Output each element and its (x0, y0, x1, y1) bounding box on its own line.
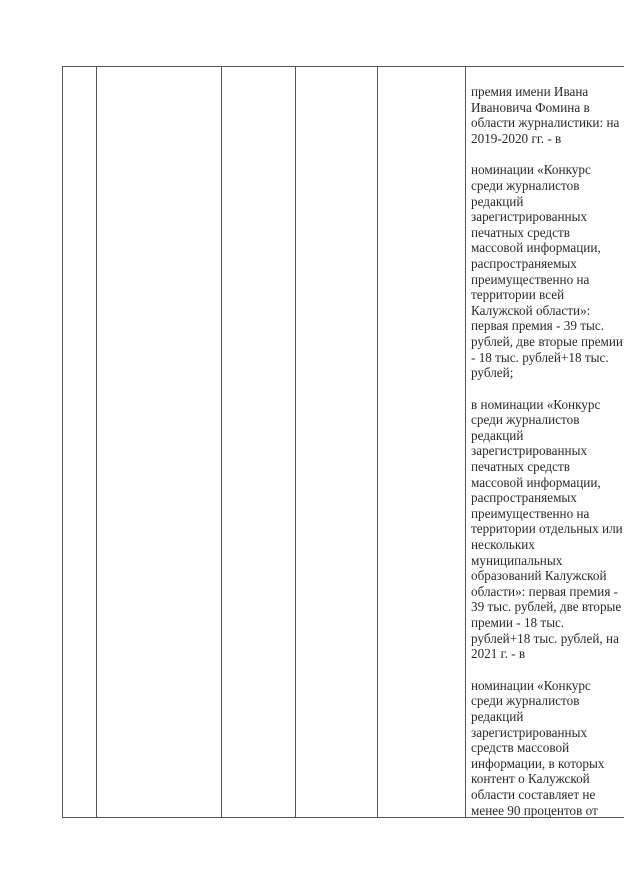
paragraph-nomination-content: номинации «Конкурс среди журналистов редакций зарегистрированных средств массовой информации, в которых контент о Калужской области составляет не менее 90 процентов от (471, 677, 605, 818)
paragraph-nomination-municipal: в номинации «Конкурс среди журналистов редакций зарегистрированных печатных средств массовой информации, распространяемых преимущественно на территории отдельных или нескольких муниципальных образований Калужской области»: первая премия - 39 тыс. рублей, две вторые премии - 18 тыс. рублей+18 тыс. рублей, на 2021 г. - в (471, 396, 623, 662)
column-divider (221, 66, 222, 818)
column-divider (465, 66, 466, 818)
column-divider (96, 66, 97, 818)
paragraph-nomination-whole-region: номинации «Конкурс среди журналистов редакций зарегистрированных печатных средств массовой информации, распространяемых преимущественно на территории всей Калужской области»: первая премия - 39 тыс. рублей, две вторые премии - 18 тыс. рублей+18 тыс. рублей; (471, 162, 623, 381)
column-divider (377, 66, 378, 818)
column-divider (295, 66, 296, 818)
paragraph-prize-intro: премия имени Ивана Ивановича Фомина в области журналистики: на 2019-2020 гг. - в (471, 84, 620, 146)
last-column-cell (471, 84, 623, 818)
